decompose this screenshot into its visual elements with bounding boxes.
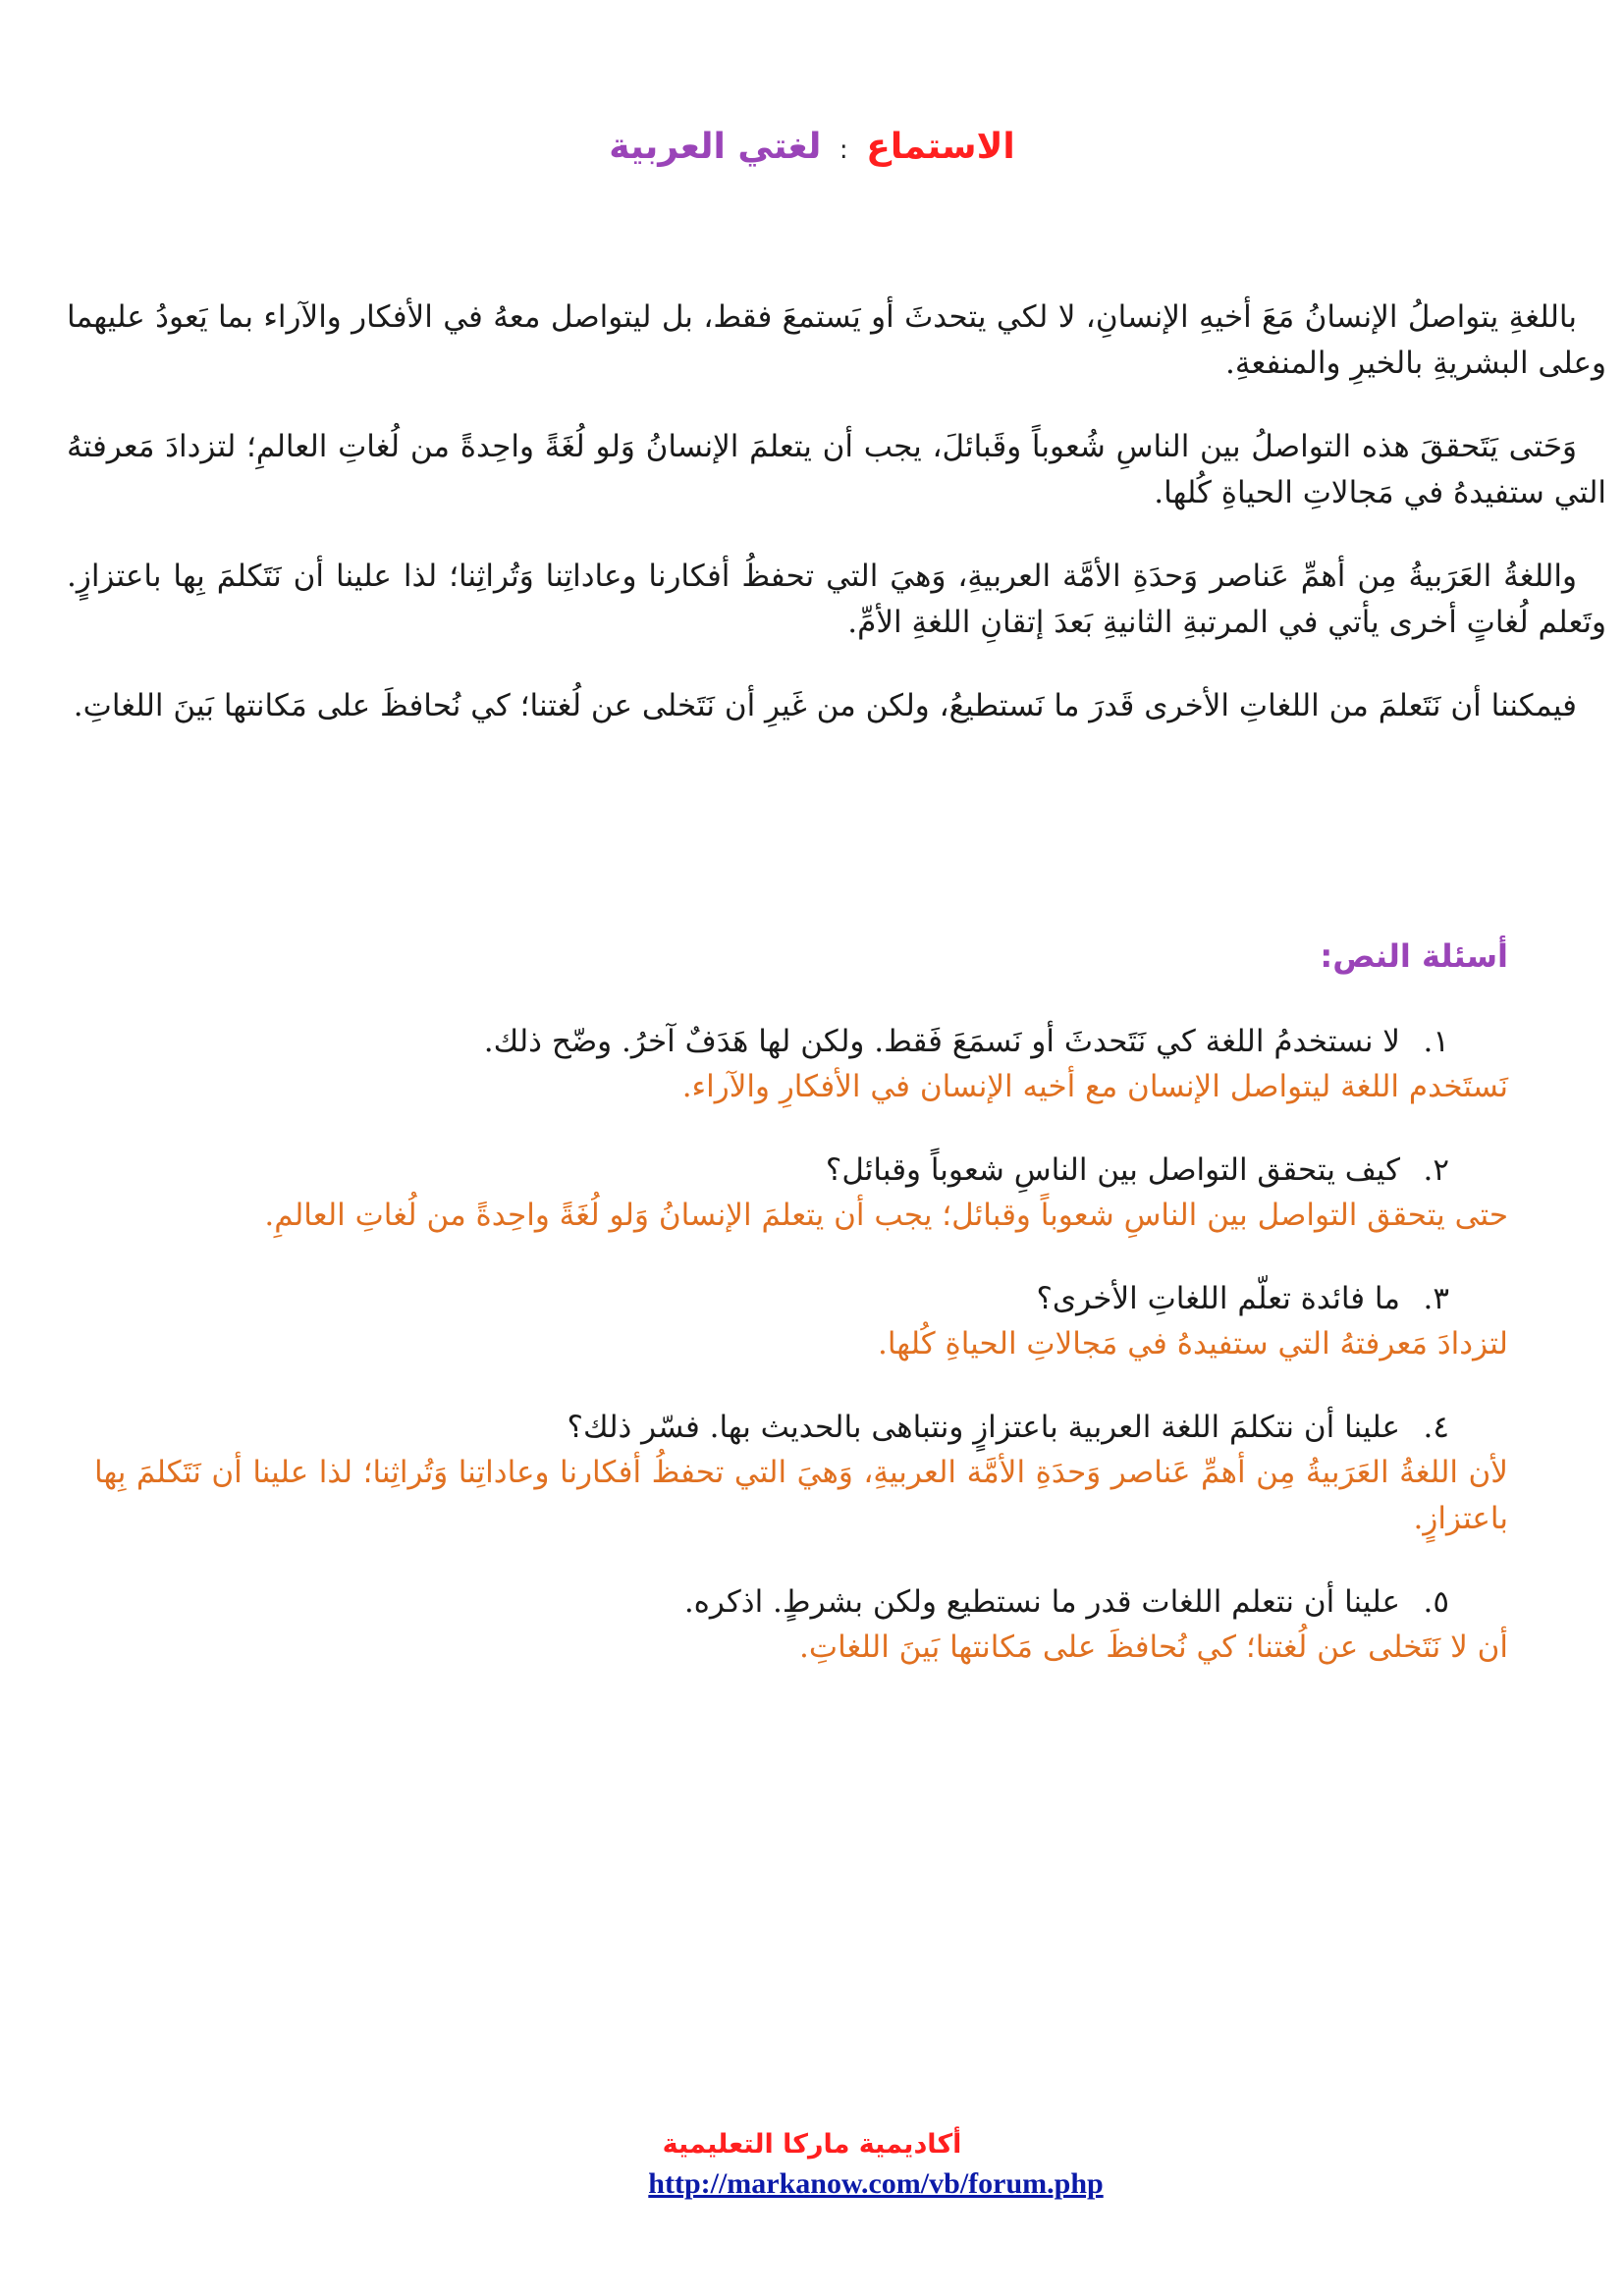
answer-text: نَستَخدم اللغة ليتواصل الإنسان مع أخيه الإنسان في الأفكارِ والآراء. bbox=[681, 1069, 1508, 1104]
passage-paragraph-3: واللغةُ العَرَبيةُ مِن أهمِّ عَناصر وَحدَةِ الأمَّة العربيةِ، وَهيَ التي تحفظُ أفكارنا وعاداتِنا وَتُراثِنا؛ لذا علينا أن نَتَكلمَ بِها باعتزازٍ. وتَعلم لُغاتٍ أخرى يأتي في المرتبةِ الثانيةِ بَعدَ إتقانِ اللغةِ الأمِّ. bbox=[67, 559, 1606, 640]
question-item-3 bbox=[94, 1276, 1508, 1367]
passage-paragraph-2: وَحَتى يَتَحققَ هذه التواصلُ بين الناسِ شُعوباً وقَبائلَ، يجب أن يتعلمَ الإنسانُ وَلو لُغَةً واحِدةً من لُغاتِ العالمِ؛ لتزدادَ مَعرفتهُ التي ستفيدهُ في مَجالاتِ الحياةِ كُلها. bbox=[67, 429, 1606, 510]
question-number: ١. bbox=[1423, 1024, 1449, 1059]
questions-list bbox=[94, 1019, 1508, 1708]
passage-paragraph-4: فيمكننا أن نَتَعلمَ من اللغاتِ الأخرى قَدرَ ما نَستطيعُ، ولكن من غَيرِ أن نَتَخلى عن لُغتنا؛ كي نُحافظَ على مَكانتها بَينَ اللغاتِ. bbox=[73, 688, 1577, 723]
answer-text: حتى يتحقق التواصل بين الناسِ شعوباً وقبائل؛ يجب أن يتعلمَ الإنسانُ وَلو لُغَةً واحِدةً من لُغاتِ العالمِ. bbox=[264, 1198, 1508, 1233]
title-separator: : bbox=[839, 135, 848, 165]
answer-text: لأن اللغةُ العَرَبيةُ مِن أهمِّ عَناصر وَحدَةِ الأمَّة العربيةِ، وَهيَ التي تحفظُ أفكارنا وعاداتِنا وَتُراثِنا؛ لذا علينا أن نَتَكلمَ بِها باعتزازٍ. bbox=[94, 1455, 1508, 1536]
answer-text: أن لا نَتَخلى عن لُغتنا؛ كي نُحافظَ على مَكانتها بَينَ اللغاتِ. bbox=[799, 1629, 1508, 1665]
question-item-5 bbox=[94, 1579, 1508, 1671]
title-main: الاستماع bbox=[866, 127, 1015, 167]
question-label: لا نستخدمُ اللغة كي نَتَحدثَ أو نَسمَعَ فَقط. ولكن لها هَدَفٌ آخرُ. وضّح ذلك. bbox=[483, 1024, 1400, 1059]
footer-forum-link[interactable]: http://markanow.com/vb/forum.php bbox=[648, 2167, 1104, 2200]
page-title bbox=[0, 123, 1624, 175]
question-item-4 bbox=[94, 1405, 1508, 1542]
question-number: ٣. bbox=[1423, 1281, 1449, 1316]
answer-text: لتزدادَ مَعرفتهُ التي ستفيدهُ في مَجالاتِ الحياةِ كُلها. bbox=[878, 1326, 1508, 1362]
question-text bbox=[94, 1405, 1508, 1450]
page-footer bbox=[0, 2125, 1624, 2204]
question-item-2 bbox=[94, 1148, 1508, 1239]
footer-academy-name: أكاديمية ماركا التعليمية bbox=[662, 2129, 962, 2160]
question-label: علينا أن نتعلم اللغات قدر ما نستطيع ولكن بشرطٍ. اذكره. bbox=[683, 1584, 1400, 1620]
question-item-1 bbox=[94, 1019, 1508, 1110]
question-number: ٤. bbox=[1423, 1410, 1449, 1445]
question-label: ما فائدة تعلّم اللغاتِ الأخرى؟ bbox=[1036, 1281, 1400, 1316]
question-text bbox=[94, 1276, 1508, 1321]
question-text bbox=[94, 1019, 1508, 1064]
questions-heading: أسئلة النص: bbox=[1320, 937, 1508, 975]
passage-paragraph-1: باللغةِ يتواصلُ الإنسانُ مَعَ أخيهِ الإنسانِ، لا لكي يتحدثَ أو يَستمعَ فقط، بل ليتواصل معهُ في الأفكار والآراء بما يَعودُ عليهما وعلى البشريةِ بالخيرِ والمنفعةِ. bbox=[67, 299, 1606, 381]
question-number: ٥. bbox=[1423, 1584, 1449, 1620]
title-sub: لغتي العربية bbox=[609, 127, 822, 167]
question-label: كيف يتحقق التواصل بين الناسِ شعوباً وقبائل؟ bbox=[825, 1152, 1400, 1188]
question-number: ٢. bbox=[1423, 1152, 1449, 1188]
question-text bbox=[94, 1148, 1508, 1193]
question-text bbox=[94, 1579, 1508, 1625]
reading-passage bbox=[67, 294, 1606, 767]
question-label: علينا أن نتكلمَ اللغة العربية باعتزازٍ ونتباهى بالحديث بها. فسّر ذلك؟ bbox=[567, 1410, 1400, 1445]
